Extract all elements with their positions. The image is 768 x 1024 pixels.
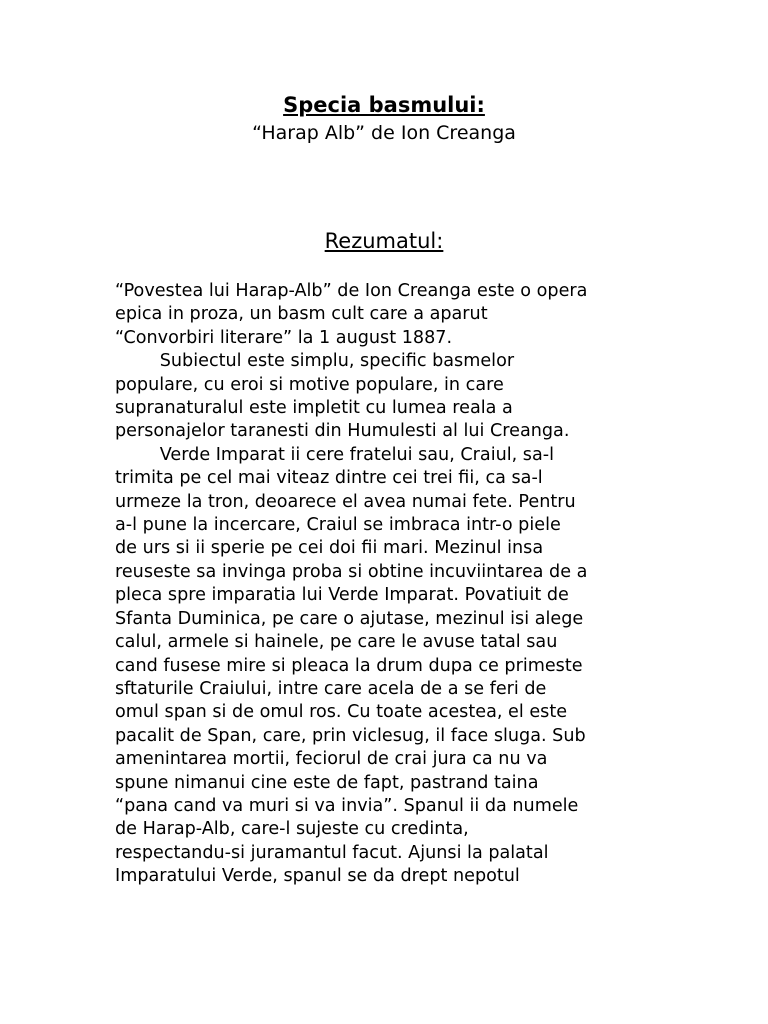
text-line: pacalit de Span, care, prin viclesug, il face sluga. Sub	[115, 725, 586, 746]
text-line: de urs si ii sperie pe cei doi fii mari. Mezinul insa	[115, 538, 544, 559]
text-line: populare, cu eroi si motive populare, in care	[115, 374, 504, 395]
document-title: Specia basmului:	[283, 93, 485, 117]
text-line: cand fusese mire si pleaca la drum dupa ce primeste	[115, 655, 583, 676]
text-line: “pana cand va muri si va invia”. Spanul ii da numele	[115, 795, 579, 816]
text-line: Verde Imparat ii cere fratelui sau, Craiul, sa-l	[115, 444, 554, 465]
body-text	[115, 280, 675, 889]
text-line: “Convorbiri literare” la 1 august 1887.	[115, 327, 453, 348]
text-line: spune nimanui cine este de fapt, pastrand taina	[115, 772, 539, 793]
text-line: supranaturalul este impletit cu lumea reala a	[115, 398, 513, 419]
text-line: a-l pune la incercare, Craiul se imbraca intr-o piele	[115, 515, 561, 536]
section-heading: Rezumatul:	[324, 229, 444, 253]
text-line: trimita pe cel mai viteaz dintre cei trei fii, ca sa-l	[115, 468, 543, 489]
text-line: personajelor taranesti din Humulesti al lui Creanga.	[115, 421, 570, 442]
document-subtitle: “Harap Alb” de Ion Creanga	[252, 122, 516, 144]
text-line: Sfanta Duminica, pe care o ajutase, mezinul isi alege	[115, 608, 584, 629]
text-line: respectandu-si juramantul facut. Ajunsi la palatal	[115, 842, 549, 863]
text-line: amenintarea mortii, feciorul de crai jura ca nu va	[115, 749, 548, 770]
text-line: calul, armele si hainele, pe care le avuse tatal sau	[115, 632, 558, 653]
text-line: epica in proza, un basm cult care a aparut	[115, 304, 488, 325]
text-line: pleca spre imparatia lui Verde Imparat. Povatiuit de	[115, 585, 569, 606]
text-line: Imparatului Verde, spanul se da drept nepotul	[115, 866, 520, 887]
text-line: sftaturile Craiului, intre care acela de a se feri de	[115, 678, 547, 699]
text-line: reuseste sa invinga proba si obtine incuviintarea de a	[115, 561, 588, 582]
text-line: urmeze la tron, deoarece el avea numai fete. Pentru	[115, 491, 576, 512]
text-line: “Povestea lui Harap-Alb” de Ion Creanga este o opera	[115, 281, 588, 301]
text-line: de Harap-Alb, care-l sujeste cu credinta,	[115, 819, 469, 840]
text-line: Subiectul este simplu, specific basmelor	[115, 351, 515, 372]
text-line: omul span si de omul ros. Cu toate acestea, el este	[115, 702, 568, 723]
